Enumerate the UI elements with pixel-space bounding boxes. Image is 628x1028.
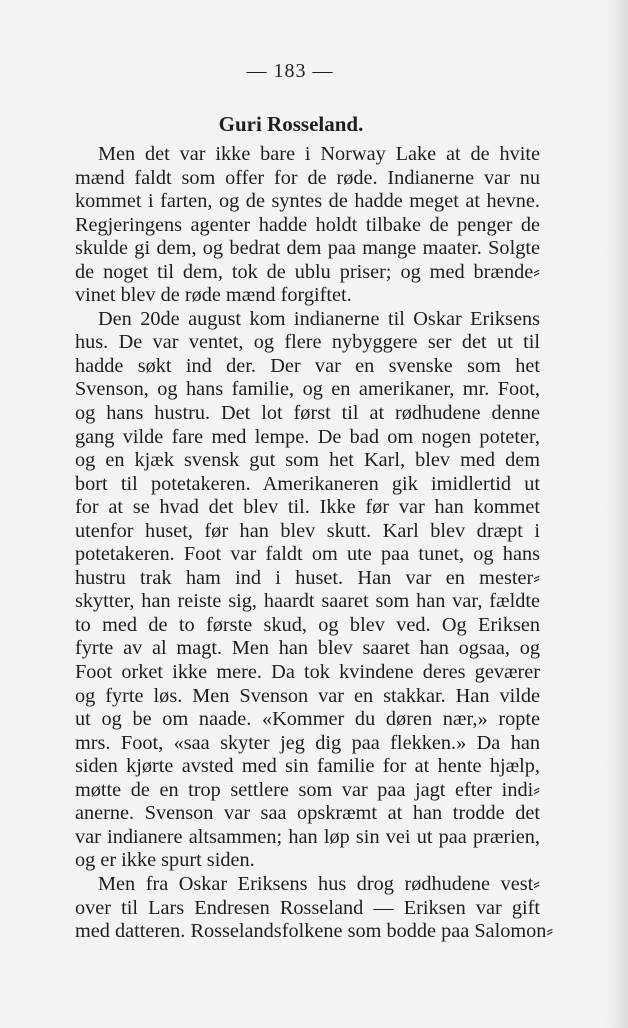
text-line: hustru trak ham ind i huset. Han var en mester⸗ bbox=[75, 566, 540, 589]
text-line: skulde gi dem, og bedrat dem paa mange maater. Solgte bbox=[75, 237, 540, 260]
text-line: med datteren. Rosselandsfolkene som bodde paa Salomon⸗ bbox=[75, 920, 554, 943]
text-line: møtte de en trop settlere som var paa jagt efter indi⸗ bbox=[75, 778, 540, 801]
text-line: Men fra Oskar Eriksens hus drog rødhudene vest⸗ bbox=[98, 872, 540, 895]
text-line: hus. De var ventet, og flere nybyggere ser det ut til bbox=[75, 331, 540, 354]
text-line: de noget til dem, tok de ublu priser; og med brænde⸗ bbox=[75, 260, 540, 283]
text-line: siden kjørte avsted med sin familie for at hente hjælp, bbox=[75, 755, 540, 778]
text-line: og fyrte løs. Men Svenson var en stakkar. Han vilde bbox=[75, 684, 540, 707]
text-line: Men det var ikke bare i Norway Lake at de hvite bbox=[98, 143, 540, 165]
text-line: var indianere altsammen; han løp sin vei ut paa prærien, bbox=[75, 825, 540, 848]
text-line: Regjeringens agenter hadde holdt tilbake de penger de bbox=[75, 213, 540, 236]
text-line: skytter, han reiste sig, haardt saaret som han var, fældte bbox=[75, 590, 540, 613]
text-line: gang vilde fare med lempe. De bad om nogen poteter, bbox=[75, 425, 540, 448]
page-edge-shadow bbox=[606, 0, 628, 1028]
text-line: potetakeren. Foot var faldt om ute paa tunet, og hans bbox=[75, 543, 540, 566]
page-number: — 183 — bbox=[246, 60, 334, 82]
body-text bbox=[75, 143, 554, 944]
text-line: Foot orket ikke mere. Da tok kvindene deres geværer bbox=[75, 661, 540, 684]
text-line: og en kjæk svensk gut som het Karl, blev med dem bbox=[75, 449, 540, 472]
text-line: hadde søkt ind der. Der var en svenske som het bbox=[75, 354, 540, 377]
text-line: mænd faldt som offer for de røde. Indianerne var nu bbox=[75, 166, 540, 189]
text-line: Svenson, og hans familie, og en amerikaner, mr. Foot, bbox=[75, 378, 540, 401]
text-line: mrs. Foot, «saa skyter jeg dig paa flekken.» Da han bbox=[75, 731, 540, 754]
text-line: over til Lars Endresen Rosseland — Eriksen var gift bbox=[75, 896, 540, 919]
text-line: for at se hvad det blev til. Ikke før var han kommet bbox=[75, 496, 540, 519]
text-line: bort til potetakeren. Amerikaneren gik imidlertid ut bbox=[75, 472, 540, 495]
text-line: kommet i farten, og de syntes de hadde meget at hevne. bbox=[75, 190, 540, 213]
text-line: fyrte av al magt. Men han blev saaret han ogsaa, og bbox=[75, 637, 540, 660]
text-line: Den 20de august kom indianerne til Oskar Eriksens bbox=[98, 307, 540, 330]
text-line: og hans hustru. Det lot først til at rødhudene denne bbox=[75, 402, 540, 425]
text-line: vinet blev de røde mænd forgiftet. bbox=[75, 284, 352, 307]
text-line: og er ikke spurt siden. bbox=[75, 849, 255, 872]
text-line: utenfor huset, før han blev skutt. Karl blev dræpt i bbox=[75, 519, 540, 542]
text-line: anerne. Svenson var saa opskræmt at han trodde det bbox=[75, 802, 540, 825]
chapter-title: Guri Rosseland. bbox=[218, 112, 364, 136]
text-line: ut og be om naade. «Kommer du døren nær,» ropte bbox=[75, 708, 540, 731]
text-line: to med de to første skud, og blev ved. Og Eriksen bbox=[75, 613, 540, 636]
